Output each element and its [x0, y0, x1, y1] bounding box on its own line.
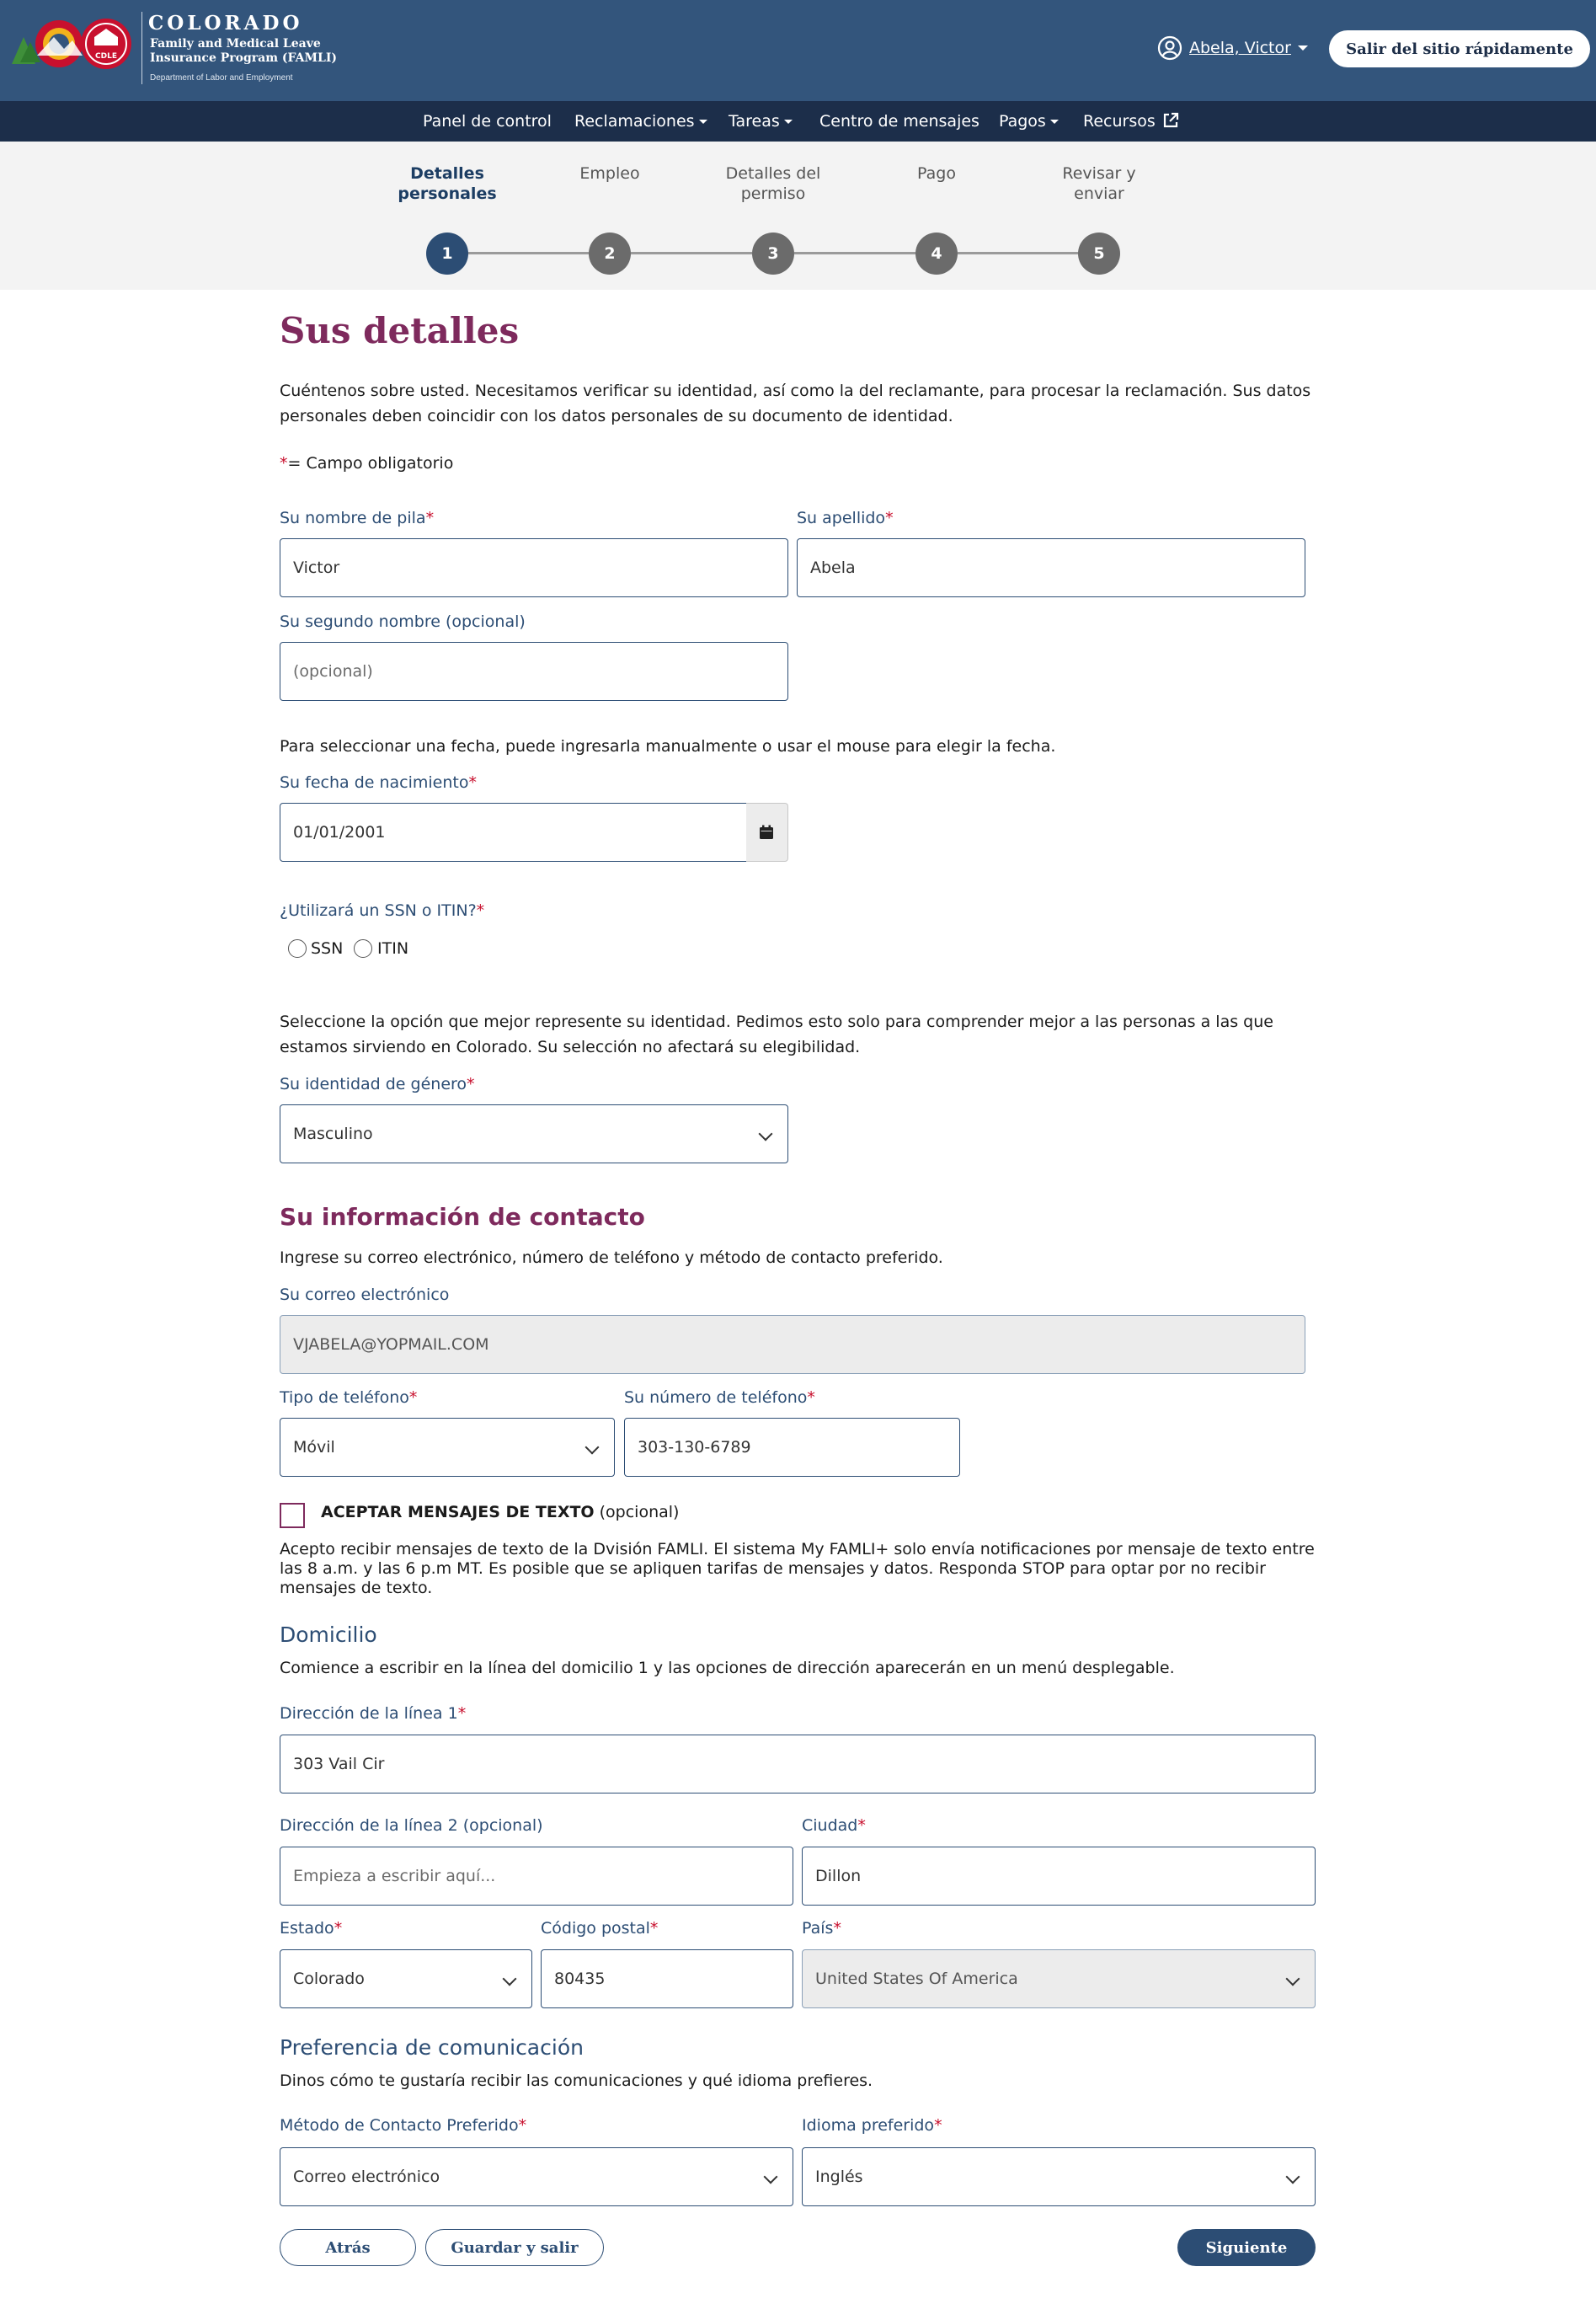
- contact-method-value: Correo electrónico: [293, 2168, 440, 2186]
- nav-dashboard-label: Panel de control: [423, 112, 552, 131]
- chevron-down-icon: [764, 2170, 778, 2184]
- step-1-circle: 1: [426, 233, 468, 275]
- required-marker: *: [885, 509, 894, 527]
- phone-number-input[interactable]: 303-130-6789: [624, 1418, 960, 1477]
- step-connector: [631, 252, 752, 254]
- famli-logo[interactable]: [12, 10, 340, 88]
- logo-divider: [141, 12, 142, 84]
- required-marker: *: [457, 1704, 467, 1723]
- itin-radio-label[interactable]: ITIN: [377, 939, 409, 958]
- first-name-input[interactable]: Victor: [280, 538, 788, 597]
- step-label-payment: Pago: [917, 164, 956, 183]
- required-marker: *: [807, 1388, 815, 1407]
- language-value: Inglés: [815, 2168, 863, 2186]
- progress-stepper: [0, 142, 1596, 290]
- last-name-label-text: Su apellido: [797, 509, 886, 527]
- nav-payments-label: Pagos: [999, 112, 1046, 131]
- required-marker: *: [518, 2116, 527, 2135]
- step-connector: [958, 252, 1079, 254]
- chevron-down-icon: [1286, 2170, 1300, 2184]
- zip-label: [541, 1919, 658, 1938]
- phone-type-label-text: Tipo de teléfono: [280, 1388, 409, 1407]
- communication-intro-text: Dinos cómo te gustaría recibir las comunicaciones y qué idioma prefieres.: [280, 2071, 873, 2090]
- middle-name-label: Su segundo nombre (opcional): [280, 612, 526, 631]
- required-note-text: = Campo obligatorio: [287, 454, 454, 473]
- city-label: [802, 1816, 866, 1835]
- intro-text: Cuéntenos sobre usted. Necesitamos verificar su identidad, así como la del reclamante, para procesar la reclamación. Sus datos personales deben coincidir con los datos personales de su documento de identidad.: [280, 382, 1311, 425]
- country-select: [802, 1949, 1316, 2008]
- city-label-text: Ciudad: [802, 1816, 858, 1835]
- address-line1-label-text: Dirección de la línea 1: [280, 1704, 458, 1723]
- address-line1-label: [280, 1704, 466, 1723]
- identity-text: Seleccione la opción que mejor represente su identidad. Pedimos esto solo para comprender mejor a las personas a las que estamos sirviendo en Colorado. Su selección no afectará su elegibilidad.: [280, 1013, 1273, 1056]
- nav-tasks-label: Tareas: [729, 112, 780, 131]
- email-field: VJABELA@YOPMAIL.COM: [280, 1315, 1305, 1374]
- required-marker: *: [467, 1075, 475, 1093]
- quick-exit-button[interactable]: Salir del sitio rápidamente: [1329, 30, 1590, 67]
- step-4-circle: 4: [915, 233, 958, 275]
- phone-number-label: [624, 1388, 815, 1407]
- communication-section-title: Preferencia de comunicación: [280, 2035, 584, 2060]
- main-nav: [0, 101, 1596, 142]
- step-label-personal: Detalles personales: [398, 164, 497, 203]
- phone-type-label: [280, 1388, 417, 1407]
- calendar-icon: [759, 825, 774, 840]
- address-line2-input[interactable]: Empieza a escribir aquí...: [280, 1847, 793, 1906]
- phone-type-value: Móvil: [293, 1438, 335, 1457]
- language-select[interactable]: [802, 2147, 1316, 2206]
- last-name-label: [797, 509, 894, 527]
- step-5-circle: 5: [1078, 233, 1120, 275]
- gender-label: [280, 1075, 475, 1093]
- address-line1-input[interactable]: 303 Vail Cir: [280, 1735, 1316, 1793]
- chevron-down-icon: [784, 120, 793, 124]
- nav-dashboard[interactable]: [423, 101, 552, 142]
- external-link-icon: [1162, 112, 1179, 129]
- ssn-itin-label: [280, 901, 484, 920]
- gender-label-text: Su identidad de género: [280, 1075, 467, 1093]
- gender-select[interactable]: [280, 1104, 788, 1163]
- sms-consent-label[interactable]: [321, 1503, 679, 1521]
- required-marker: *: [468, 773, 477, 792]
- calendar-button[interactable]: [746, 803, 788, 862]
- phone-number-label-text: Su número de teléfono: [624, 1388, 808, 1407]
- nav-tasks[interactable]: [729, 101, 793, 142]
- date-hint-text: Para seleccionar una fecha, puede ingresarla manualmente o usar el mouse para elegir la fecha.: [280, 737, 1056, 756]
- logo-program: Family and Medical Leave Insurance Program (FAMLI): [150, 37, 338, 65]
- required-marker: *: [476, 901, 485, 920]
- back-button[interactable]: Atrás: [280, 2229, 416, 2266]
- birth-date-input[interactable]: 01/01/2001: [280, 803, 748, 862]
- contact-method-label: [280, 2116, 526, 2135]
- step-label-review: Revisar y enviar: [1062, 164, 1136, 203]
- page-title: Sus detalles: [280, 310, 520, 351]
- chevron-down-icon: [699, 120, 707, 124]
- address-line2-label: Dirección de la línea 2 (opcional): [280, 1816, 543, 1835]
- zip-label-text: Código postal: [541, 1919, 650, 1938]
- step-label-employment: Empleo: [579, 164, 640, 183]
- phone-type-select[interactable]: [280, 1418, 615, 1477]
- step-3-circle: 3: [752, 233, 794, 275]
- colorado-flag-icon: [12, 12, 138, 79]
- sms-consent-checkbox[interactable]: [280, 1503, 305, 1528]
- chevron-down-icon: [503, 1972, 517, 1986]
- chevron-down-icon: [1050, 120, 1059, 124]
- step-connector: [467, 252, 589, 254]
- contact-method-label-text: Método de Contacto Preferido: [280, 2116, 519, 2135]
- zip-input[interactable]: 80435: [541, 1949, 793, 2008]
- country-value: United States Of America: [815, 1970, 1018, 1988]
- chevron-down-icon: [1286, 1972, 1300, 1986]
- required-marker: *: [934, 2116, 942, 2135]
- required-marker: *: [833, 1919, 841, 1938]
- city-input[interactable]: Dillon: [802, 1847, 1316, 1906]
- state-label: [280, 1919, 342, 1938]
- user-name[interactable]: Abela, Victor: [1189, 39, 1291, 57]
- required-marker: *: [408, 1388, 418, 1407]
- sms-consent-text: Acepto recibir mensajes de texto de la Dvisión FAMLI. El sistema My FAMLI+ solo envía notificaciones por mensaje de texto entre las 8 a.m. y las 6 p.m MT. Es posible que se apliquen tarifas de mensajes y datos. Responda STOP para optar por no recibir mensajes de texto.: [280, 1540, 1315, 1597]
- site-header: [0, 0, 1596, 101]
- language-label-text: Idioma preferido: [802, 2116, 935, 2135]
- chevron-down-icon: [759, 1127, 773, 1141]
- country-label: [802, 1919, 841, 1938]
- step-connector: [794, 252, 915, 254]
- ssn-itin-label-text: ¿Utilizará un SSN o ITIN?: [280, 901, 477, 920]
- first-name-label: [280, 509, 434, 527]
- required-marker: *: [280, 454, 288, 473]
- nav-claims[interactable]: [574, 101, 707, 142]
- required-note: [280, 451, 453, 476]
- step-2-circle: 2: [589, 233, 631, 275]
- itin-radio[interactable]: [354, 939, 372, 958]
- user-circle-icon: [1157, 35, 1182, 61]
- sms-optional-text: (opcional): [599, 1503, 680, 1521]
- cdle-badge-text: CDLE: [95, 52, 117, 61]
- sms-consent-label-text: ACEPTAR MENSAJES DE TEXTO: [321, 1503, 595, 1521]
- language-label: [802, 2116, 942, 2135]
- nav-payments[interactable]: [999, 101, 1059, 142]
- last-name-input[interactable]: Abela: [797, 538, 1305, 597]
- save-exit-button[interactable]: Guardar y salir: [425, 2229, 604, 2266]
- state-value: Colorado: [293, 1970, 365, 1988]
- required-marker: *: [857, 1816, 866, 1835]
- contact-section-title: Su información de contacto: [280, 1203, 645, 1231]
- required-marker: *: [425, 509, 435, 527]
- birth-date-label: [280, 773, 477, 792]
- step-label-leave: Detalles del permiso: [725, 164, 821, 203]
- birth-date-label-text: Su fecha de nacimiento: [280, 773, 469, 792]
- chevron-down-icon: [1298, 45, 1308, 51]
- logo-department: Department of Labor and Employment: [150, 73, 293, 83]
- nav-message-center-label: Centro de mensajes: [819, 112, 979, 131]
- contact-method-select[interactable]: [280, 2147, 793, 2206]
- logo-title: COLORADO: [148, 12, 303, 35]
- nav-resources[interactable]: [1083, 101, 1179, 142]
- first-name-label-text: Su nombre de pila: [280, 509, 426, 527]
- next-button[interactable]: Siguiente: [1177, 2229, 1316, 2266]
- user-menu[interactable]: [1157, 34, 1308, 62]
- middle-name-input[interactable]: (opcional): [280, 642, 788, 701]
- state-label-text: Estado: [280, 1919, 334, 1938]
- country-label-text: País: [802, 1919, 834, 1938]
- address-intro-text: Comience a escribir en la línea del domicilio 1 y las opciones de dirección aparecerán en un menú desplegable.: [280, 1659, 1175, 1677]
- ssn-radio-label[interactable]: SSN: [311, 939, 344, 958]
- required-marker: *: [334, 1919, 343, 1938]
- gender-select-value: Masculino: [293, 1125, 373, 1143]
- nav-claims-label: Reclamaciones: [574, 112, 695, 131]
- required-marker: *: [649, 1919, 659, 1938]
- contact-intro-text: Ingrese su correo electrónico, número de teléfono y método de contacto preferido.: [280, 1248, 943, 1267]
- chevron-down-icon: [585, 1441, 600, 1455]
- state-select[interactable]: [280, 1949, 532, 2008]
- address-section-title: Domicilio: [280, 1622, 377, 1647]
- ssn-radio[interactable]: [288, 939, 307, 958]
- nav-resources-label: Recursos: [1083, 112, 1156, 131]
- email-label: Su correo electrónico: [280, 1286, 450, 1304]
- nav-message-center[interactable]: [819, 101, 979, 142]
